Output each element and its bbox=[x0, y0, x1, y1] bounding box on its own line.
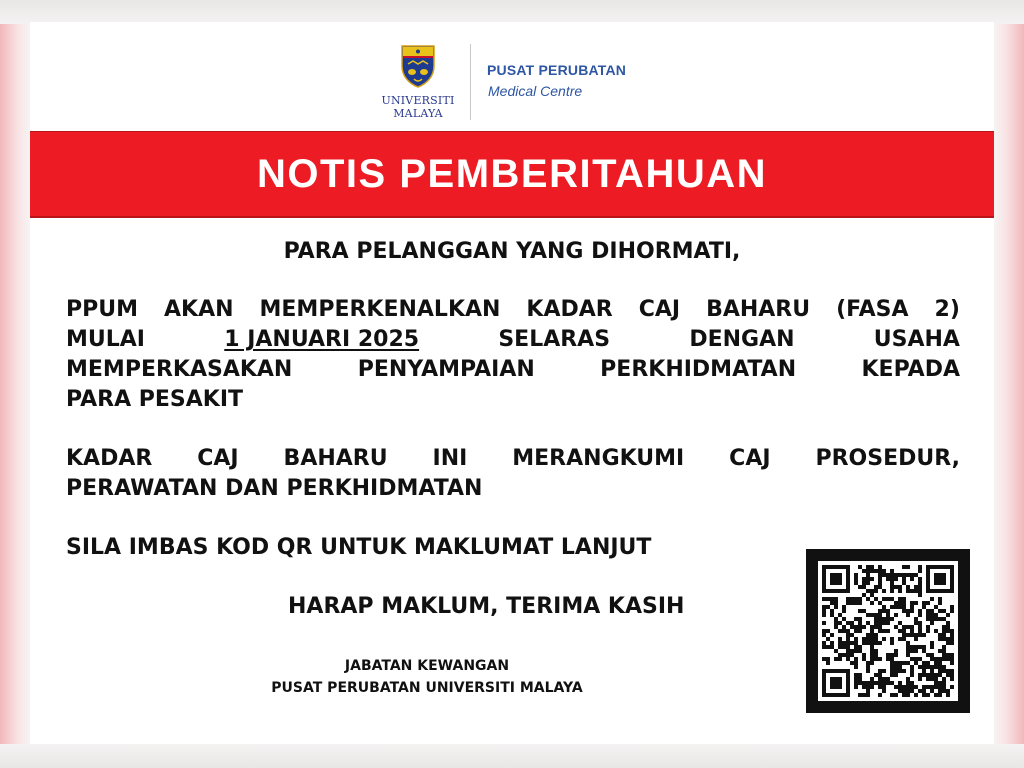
word: BAHARU bbox=[283, 446, 388, 471]
greeting: PARA PELANGGAN YANG DIHORMATI, bbox=[283, 239, 741, 264]
word: KEPADA bbox=[861, 357, 960, 382]
para1-line3 bbox=[66, 355, 960, 385]
notice-sheet bbox=[30, 22, 994, 744]
para1-line4: PARA PESAKIT bbox=[66, 387, 244, 412]
word: MULAI bbox=[66, 327, 145, 352]
qr-code-inner bbox=[818, 561, 958, 701]
word: PROSEDUR, bbox=[815, 446, 960, 471]
word: INI bbox=[432, 446, 468, 471]
word: BAHARU bbox=[706, 297, 811, 322]
header bbox=[30, 22, 994, 130]
centre-subtitle: Medical Centre bbox=[488, 83, 583, 99]
university-name-line2: MALAYA bbox=[393, 107, 443, 120]
word: CAJ bbox=[729, 446, 771, 471]
word: (FASA bbox=[836, 297, 909, 322]
para1-line1 bbox=[66, 295, 960, 325]
qr-code-icon bbox=[822, 565, 954, 697]
word: CAJ bbox=[638, 297, 681, 322]
qr-finder-pattern bbox=[928, 567, 952, 591]
signature-institution: PUSAT PERUBATAN UNIVERSITI MALAYA bbox=[271, 680, 583, 696]
effective-date: 1 JANUARI 2025 bbox=[224, 327, 420, 352]
university-name bbox=[374, 94, 462, 120]
background-top-shade bbox=[0, 0, 1024, 24]
word: SELARAS bbox=[498, 327, 611, 352]
word: PERKHIDMATAN bbox=[600, 357, 797, 382]
word: KADAR bbox=[526, 297, 613, 322]
qr-finder-pattern bbox=[824, 671, 848, 695]
qr-instruction: SILA IMBAS KOD QR UNTUK MAKLUMAT LANJUT bbox=[66, 535, 652, 560]
word: KADAR bbox=[66, 446, 153, 471]
para2-line1 bbox=[66, 444, 960, 474]
word: 2) bbox=[934, 297, 960, 322]
para1-line2 bbox=[66, 325, 960, 355]
header-divider bbox=[470, 44, 471, 120]
notice-title: NOTIS PEMBERITAHUAN bbox=[257, 151, 767, 196]
centre-name: PUSAT PERUBATAN bbox=[487, 62, 627, 78]
closing-text: HARAP MAKLUM, TERIMA KASIH bbox=[288, 594, 685, 619]
signature-department: JABATAN KEWANGAN bbox=[344, 658, 510, 674]
word: PPUM bbox=[66, 297, 139, 322]
word: MEMPERKASAKAN bbox=[66, 357, 293, 382]
word: USAHA bbox=[873, 327, 960, 352]
title-banner bbox=[30, 131, 994, 218]
word: PENYAMPAIAN bbox=[357, 357, 535, 382]
university-crest-icon bbox=[400, 44, 436, 88]
university-name-line1: UNIVERSITI bbox=[381, 94, 455, 107]
word: CAJ bbox=[197, 446, 239, 471]
background-bottom-shade bbox=[0, 744, 1024, 768]
word: MERANGKUMI bbox=[512, 446, 685, 471]
qr-code[interactable] bbox=[806, 549, 970, 713]
qr-finder-pattern bbox=[824, 567, 848, 591]
word: AKAN bbox=[164, 297, 234, 322]
word: MEMPERKENALKAN bbox=[259, 297, 501, 322]
para2-line2: PERAWATAN DAN PERKHIDMATAN bbox=[66, 476, 483, 501]
word: DENGAN bbox=[689, 327, 795, 352]
